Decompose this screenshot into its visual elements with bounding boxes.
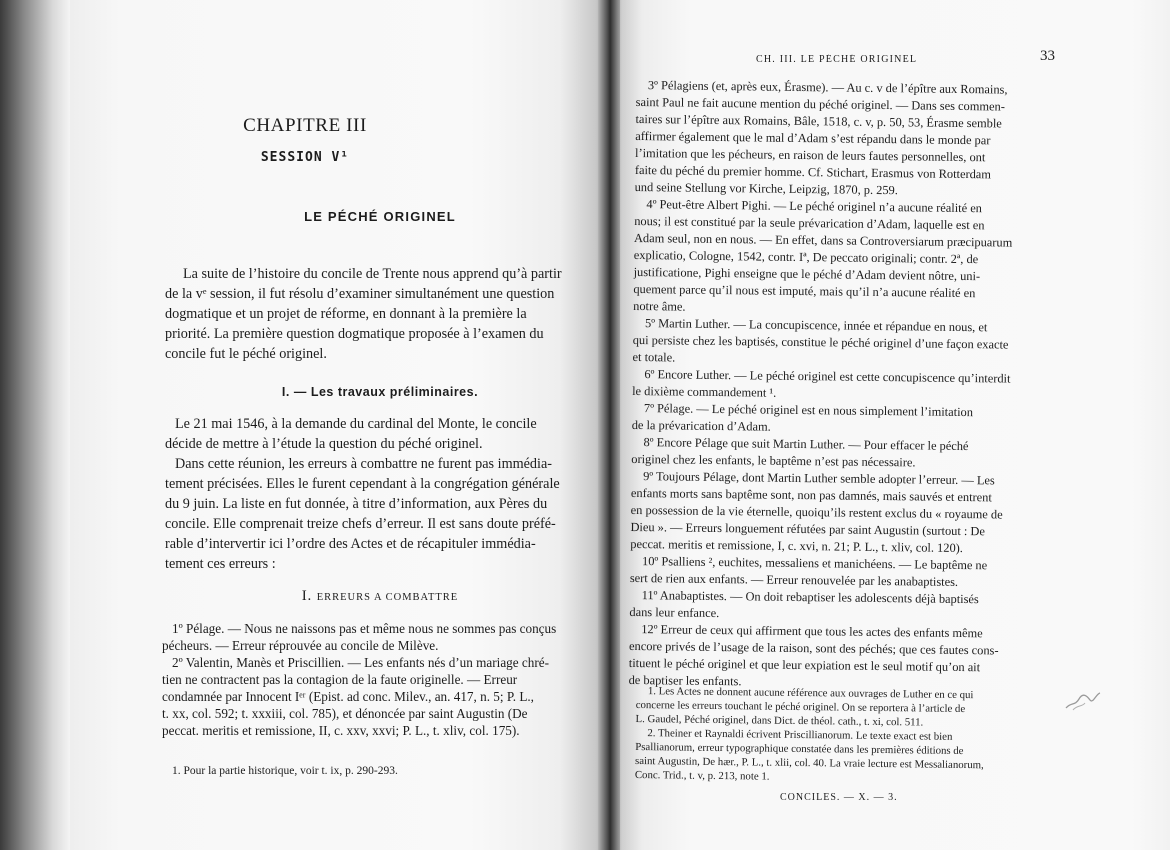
text-line: quement parce qu’il nous est imputé, mais qu’il n’a aucune réalité en <box>633 281 976 301</box>
text-line: Dieu ». — Erreurs longuement réfutées par saint Augustin (surtout : De <box>630 519 985 539</box>
travaux-paragraph <box>165 414 593 574</box>
footnote-line: Psallianorum, erreur typographique constatée dans les premières éditions de <box>635 740 964 758</box>
running-head: CH. III. LE PÉCHÉ ORIGINEL <box>756 54 918 65</box>
text-line: concile fut le péché originel. <box>165 346 327 362</box>
text-line: La suite de l’histoire du concile de Trente nous apprend qu’à partir <box>183 266 562 282</box>
text-line: 8º Encore Pélage que suit Martin Luther. — Pour effacer le péché <box>643 435 969 454</box>
text-line: faite du péché du premier homme. Cf. Stichart, Erasmus von Rotterdam <box>634 162 992 182</box>
footnote-line: 1. Les Actes ne donnent aucune référence aux ouvrages de Luther en ce qui <box>647 685 974 702</box>
text-line: de baptiser les enfants. <box>628 672 742 689</box>
text-line: tement précisées. Elles le furent cependant à la congrégation générale <box>165 476 560 492</box>
footnote-line: saint Augustin, De hær., P. L., t. xlii, col. 40. La vraie lecture est Messalianorum, <box>634 754 984 772</box>
text-line: peccat. meritis et remissione, II, c. xxv, xxvi; P. L., t. xliv, col. 175). <box>162 723 520 738</box>
text-line: le dixième commandement ¹. <box>632 383 777 400</box>
text-line: peccat. meritis et remissione, I, c. xvi, n. 21; P. L., t. xliv, col. 120). <box>630 536 964 556</box>
text-line: 10º Psalliens ², euchites, messaliens et manichéens. — Le baptême ne <box>642 554 988 573</box>
text-line: sert de rien aux enfants. — Erreur renouvelée par les anabaptistes. <box>629 570 959 589</box>
text-line: nous; il est constitué par la seule prévarication d’Adam, laquelle est en <box>634 213 985 233</box>
text-line: taires sur l’épître aux Romains, Bâle, 1518, c. v, p. 50, 53, Érasme semble <box>635 111 1002 131</box>
text-line: und seine Stellung vor Kirche, Leipzig, 1870, p. 259. <box>634 179 898 198</box>
text-line: tien ne contractent pas la contagion de la faute originelle. — Erreur <box>162 672 518 687</box>
text-line: rable d’intervertir ici l’ordre des Actes et de récapituler immédia- <box>165 536 536 552</box>
text-line: priorité. La première question dogmatique proposée à l’examen du <box>165 326 544 342</box>
text-line: dans leur enfance. <box>629 604 720 621</box>
text-line: affirmer également que le mal d’Adam s’est répandu dans le monde par <box>635 128 991 148</box>
text-line: 3º Pélagiens (et, après eux, Érasme). — Au c. v de l’épître aux Romains, <box>647 78 1008 97</box>
text-line: concile. Elle comprenait treize chefs d’erreur. Il est sans doute préfé- <box>165 516 556 532</box>
text-line: tituent le péché originel et que leur expiation est le seul motif qu’on ait <box>628 655 981 675</box>
session-heading: SESSION V¹ <box>260 150 350 165</box>
section-title: LE PÉCHÉ ORIGINEL <box>304 209 456 224</box>
text-line: de la prévarication d’Adam. <box>631 417 771 434</box>
text-line: décide de mettre à l’étude la question du péché originel. <box>165 436 483 452</box>
text-line: 4º Peut-être Albert Pighi. — Le péché originel n’a aucune réalité en <box>646 197 983 216</box>
text-line: l’imitation que les pécheurs, en raison de leurs fautes personnelles, ont <box>634 145 986 165</box>
text-line: 6º Encore Luther. — Le péché originel est cette concupiscence qu’interdit <box>644 367 1011 386</box>
text-line: encore privés de l’usage de la raison, sont des péchés; que ces fautes cons- <box>628 638 999 658</box>
footnote-line: Conc. Trid., t. v, p. 213, note 1. <box>634 768 770 783</box>
text-line: 5º Martin Luther. — La concupiscence, innée et répandue en nous, et <box>644 316 988 335</box>
erreurs-heading-numeral: I. <box>301 588 313 604</box>
pencil-mark-icon <box>1063 690 1103 712</box>
erreurs-heading-words: ERREURS A COMBATTRE <box>316 592 459 603</box>
subheading-travaux: I. — Les travaux préliminaires. <box>281 385 479 399</box>
text-line: tement ces erreurs : <box>165 556 276 572</box>
text-line: 12º Erreur de ceux qui affirment que tous les actes des enfants même <box>641 622 983 641</box>
text-line: justificatione, Pighi enseigne que le péché d’Adam devient nôtre, uni- <box>633 264 981 284</box>
text-line: t. xx, col. 592; t. xxxiii, col. 785), et dénoncée par saint Augustin (De <box>162 706 528 721</box>
page-number: 33 <box>1040 48 1055 64</box>
text-line: Le 21 mai 1546, à la demande du cardinal del Monte, le concile <box>175 416 537 432</box>
footnote-line: 2. Theiner et Raynaldi écrivent Priscillianorum. Le texte exact est bien <box>647 727 953 743</box>
text-line: notre âme. <box>633 298 686 314</box>
right-footnotes <box>635 684 1060 787</box>
footnote-line: L. Gaudel, Péché originel, dans Dict. de théol. cath., t. xi, col. 511. <box>635 712 924 729</box>
text-line: 1º Pélage. — Nous ne naissons pas et même nous ne sommes pas conçus <box>172 621 557 636</box>
erreurs-list <box>162 620 594 739</box>
text-line: de la vᵉ session, il fut résolu d’examiner simultanément une question <box>165 286 555 302</box>
text-line: du 9 juin. La liste en fut donnée, à titre d’information, aux Pères du <box>165 496 548 512</box>
signature-mark: CONCILES. — X. — 3. <box>780 792 898 803</box>
text-line: 9º Toujours Pélage, dont Martin Luther semble adopter l’erreur. — Les <box>643 469 995 488</box>
text-line: 7º Pélage. — Le péché originel est en nous simplement l’imitation <box>643 401 974 420</box>
text-line: Dans cette réunion, les erreurs à combattre ne furent pas immédia- <box>175 456 552 472</box>
footnote-line: concerne les erreurs touchant le péché originel. On se reportera à l’article de <box>635 698 966 716</box>
text-line: originel chez les enfants, le baptême n’est pas nécessaire. <box>631 451 916 470</box>
right-body <box>629 77 1058 694</box>
chapter-title: CHAPITRE III <box>243 115 367 136</box>
text-line: 11º Anabaptistes. — On doit rebaptiser les adolescents déjà baptisés <box>641 588 979 607</box>
intro-paragraph <box>165 264 593 364</box>
text-line: qui persiste chez les baptisés, constitue le péché originel d’une façon exacte <box>632 332 1009 352</box>
text-line: 2º Valentin, Manès et Priscillien. — Les enfants nés d’un mariage chré- <box>172 655 550 670</box>
text-line: explicatio, Cologne, 1542, contr. Iª, De peccato originali; contr. 2ª, de <box>633 247 979 267</box>
text-line: pécheurs. — Erreur réprouvée au concile de Milève. <box>162 638 439 653</box>
text-line: Adam seul, non en nous. — En effet, dans sa Controversiarum præcipuarum <box>633 230 1013 250</box>
text-line: saint Paul ne fait aucune mention du péché originel. — Dans ses commen- <box>635 94 1005 114</box>
text-line: condamnée par Innocent Iᵉʳ (Epist. ad conc. Milev., an. 417, n. 5; P. L., <box>162 689 534 704</box>
text-line: en possession de la vie éternelle, quoiqu’ils restent exclus du « royaume de <box>630 502 1003 522</box>
left-footnote: 1. Pour la partie historique, voir t. ix, p. 290-293. <box>172 765 398 777</box>
text-line: et totale. <box>632 349 676 365</box>
text-line: enfants morts sans baptême sont, non pas damnés, mais sauvés et entrent <box>630 485 992 505</box>
text-line: dogmatique et un projet de réforme, en donnant à la première la <box>165 306 527 322</box>
